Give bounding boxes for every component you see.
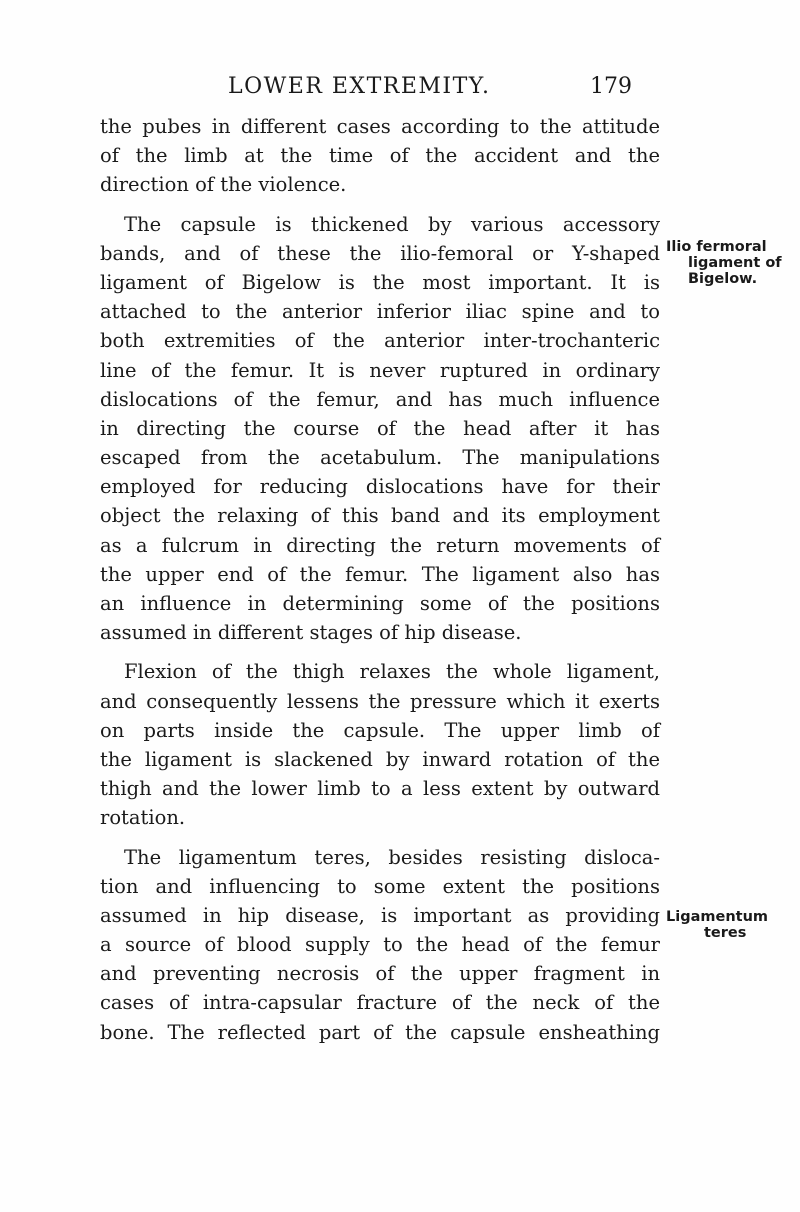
text-line: tion and influencing to some extent the positions <box>100 874 660 898</box>
running-head <box>0 74 800 104</box>
sidenote-ilio-femoral-ligament <box>666 239 796 287</box>
text-line: in directing the course of the head after it has <box>100 416 660 440</box>
sidenote-line: Ligamentum <box>666 909 769 925</box>
text-line: The capsule is thickened by various accessory <box>124 212 660 236</box>
text-line: thigh and the lower limb to a less extent by outward <box>100 777 660 801</box>
text-line: both extremities of the anterior inter-trochanteric <box>100 329 660 353</box>
text-line: and preventing necrosis of the upper fragment in <box>100 962 660 986</box>
text-line: direction of the violence. <box>100 173 347 197</box>
sidenote-line: teres <box>704 925 747 941</box>
text-line: attached to the anterior inferior iliac spine and to <box>100 300 660 324</box>
text-line: bone. The reflected part of the capsule ensheathing <box>100 1020 660 1044</box>
text-line: line of the femur. It is never ruptured in ordinary <box>100 358 660 382</box>
paragraph <box>100 112 660 200</box>
text-line: and consequently lessens the pressure which it exerts <box>100 689 660 713</box>
text-line: the upper end of the femur. The ligament also has <box>100 562 660 586</box>
text-line: cases of intra-capsular fracture of the neck of the <box>100 991 660 1015</box>
paragraph <box>100 843 660 1047</box>
sidenote-line: ligament of <box>688 255 782 271</box>
text-line: of the limb at the time of the accident and the <box>100 144 660 168</box>
sidenote-ligamentum-teres <box>666 909 796 941</box>
sidenote-line: Ilio fermoral <box>666 239 767 255</box>
text-line: on parts inside the capsule. The upper limb of <box>100 718 660 742</box>
text-line: escaped from the acetabulum. The manipulations <box>100 446 660 470</box>
text-line: assumed in hip disease, is important as providing <box>100 903 660 927</box>
page-number: 179 <box>590 74 632 99</box>
text-line: dislocations of the femur, and has much influence <box>100 387 660 411</box>
text-line: ligament of Bigelow is the most important. It is <box>100 270 660 294</box>
paragraph <box>100 657 660 832</box>
body-text <box>100 112 660 1047</box>
text-line: object the relaxing of this band and its employment <box>100 504 660 528</box>
text-line: as a fulcrum in directing the return movements of <box>100 533 660 557</box>
text-line: The ligamentum teres, besides resisting disloca- <box>124 845 660 869</box>
text-line: assumed in different stages of hip disease. <box>100 621 522 645</box>
text-line: employed for reducing dislocations have for their <box>100 475 660 499</box>
text-line: an influence in determining some of the positions <box>100 592 660 615</box>
text-line: the ligament is slackened by inward rotation of the <box>100 747 660 771</box>
paragraph <box>100 210 660 648</box>
text-line: the pubes in different cases according to the attitude <box>100 115 660 138</box>
running-title: LOWER EXTREMITY. <box>228 74 491 99</box>
text-line: bands, and of these the ilio-femoral or Y-shaped <box>100 241 660 265</box>
text-line: Flexion of the thigh relaxes the whole ligament, <box>124 660 660 684</box>
text-line: a source of blood supply to the head of the femur <box>100 933 660 957</box>
text-line: rotation. <box>100 806 186 830</box>
sidenote-line: Bigelow. <box>688 271 758 287</box>
